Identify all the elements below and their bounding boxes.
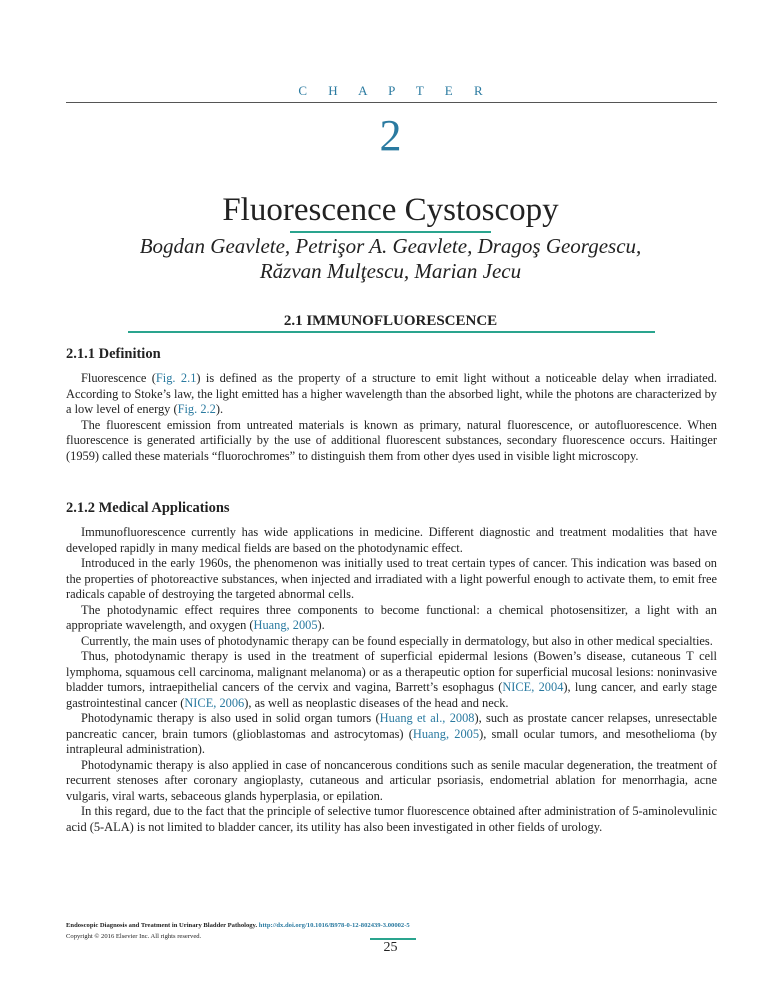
paragraph: The fluorescent emission from untreated materials is known as primary, natural fluorescence, or autofluorescence. When fluorescence is generated artificially by the use of additional fluorescent substances, secondary fluorescence occurs. Haitinger (1959) called these materials “fluorochromes” to distinguish them from other dyes used in visible light microscopy. — [66, 417, 717, 463]
medical-applications-text — [66, 525, 717, 835]
doi-link[interactable]: http://dx.doi.org/10.1016/B978-0-12-802439-3.00002-5 — [258, 922, 410, 929]
chapter-number: 2 — [379, 111, 402, 160]
paragraph: Currently, the main uses of photodynamic therapy can be found especially in dermatology, but also in other medical specialties. — [81, 633, 713, 648]
footer-book-title: Endoscopic Diagnosis and Treatment in Urinary Bladder Pathology. — [66, 922, 258, 929]
footer-book-line — [66, 922, 410, 929]
footer-copyright: Copyright © 2016 Elsevier Inc. All rights reserved. — [66, 933, 202, 940]
paragraph: Introduced in the early 1960s, the phenomenon was initially used to treat certain types of cancer. This indication was based on the properties of photoreactive substances, when injected and irradiated with a light powerful enough to activate them, to emit free radicals capable of destroying the targeted abnormal cells. — [66, 556, 717, 601]
subsection-heading-medical: 2.1.2 Medical Applications — [66, 500, 230, 516]
authors-line-1: Bogdan Geavlete, Petrişor A. Geavlete, Dragoş Georgescu, — [139, 234, 642, 258]
definition-text — [66, 371, 717, 464]
paragraph: Immunofluorescence currently has wide applications in medicine. Different diagnostic and treatment modalities that have developed rapidly in many medical fields are based on the photodynamic effect. — [66, 525, 717, 555]
page-number: 25 — [383, 940, 398, 955]
paragraph: In this regard, due to the fact that the principle of selective tumor fluorescence obtained after administration of 5-aminolevulinic acid (5-ALA) is not limited to bladder cancer, its utility has also been investigated in other fields of urology. — [66, 804, 717, 834]
subsection-heading-definition: 2.1.1 Definition — [66, 346, 161, 362]
chapter-label: C H A P T E R — [298, 83, 492, 98]
paragraph: The photodynamic effect requires three components to become functional: a chemical photosensitizer, a light with an appropriate wavelength, and oxygen (Huang, 2005). — [66, 602, 717, 632]
paragraph: Photodynamic therapy is also used in solid organ tumors (Huang et al., 2008), such as prostate cancer relapses, unresectable pancreatic cancer, brain tumors (glioblastomas and astrocytomas) (Huang, 2005), small ocular tumors, and mesothelioma (by intrapleural administration). — [66, 711, 718, 756]
paragraph: Thus, photodynamic therapy is used in the treatment of superficial epidermal lesions (Bowen’s disease, cutaneous T cell lymphoma, squamous cell carcinoma, malignant melanoma) or as a therapeutic option for superficial mucosal lesions: noninvasive bladder tumors, intraepithelial cancers of the cervix and vagina, Barrett’s esophagus (NICE, 2004), lung cancer, and early stage gastrointestinal cancer (NICE, 2006), as well as neoplastic diseases of the head and neck. — [66, 649, 717, 710]
citation-link[interactable]: NICE, 2004 — [502, 680, 564, 694]
authors-line-2: Răzvan Mulţescu, Marian Jecu — [259, 259, 522, 283]
paragraph: Fluorescence (Fig. 2.1) is defined as the property of a structure to emit light without a noticeable delay when irradiated. According to Stoke’s law, the light emitted has a higher wavelength than the absorbed light, while the photons are characterized by a low level of energy (Fig. 2.2). — [66, 371, 718, 416]
figure-link[interactable]: Fig. 2.1 — [155, 371, 197, 385]
figure-link[interactable]: Fig. 2.2 — [177, 402, 216, 416]
section-rule — [128, 331, 655, 333]
citation-link[interactable]: Huang, 2005 — [412, 726, 480, 741]
authors — [60, 234, 721, 284]
citation-link[interactable]: NICE, 2006 — [184, 695, 245, 710]
chapter-rule — [66, 102, 717, 103]
citation-link[interactable]: Huang et al., 2008 — [379, 711, 475, 725]
chapter-title: Fluorescence Cystoscopy — [222, 192, 559, 228]
citation-link[interactable]: Huang, 2005 — [253, 618, 318, 632]
paragraph: Photodynamic therapy is also applied in case of noncancerous conditions such as senile macular degeneration, the treatment of recurrent stenoses after coronary angioplasty, cutaneous and articular psoriasis, endometrial ablation for menorrhagia, acne vulgaris, viral warts, sebaceous glands hyperplasia, or epilation. — [66, 757, 717, 803]
section-heading: 2.1 IMMUNOFLUORESCENCE — [283, 313, 498, 329]
title-underline — [290, 231, 491, 233]
